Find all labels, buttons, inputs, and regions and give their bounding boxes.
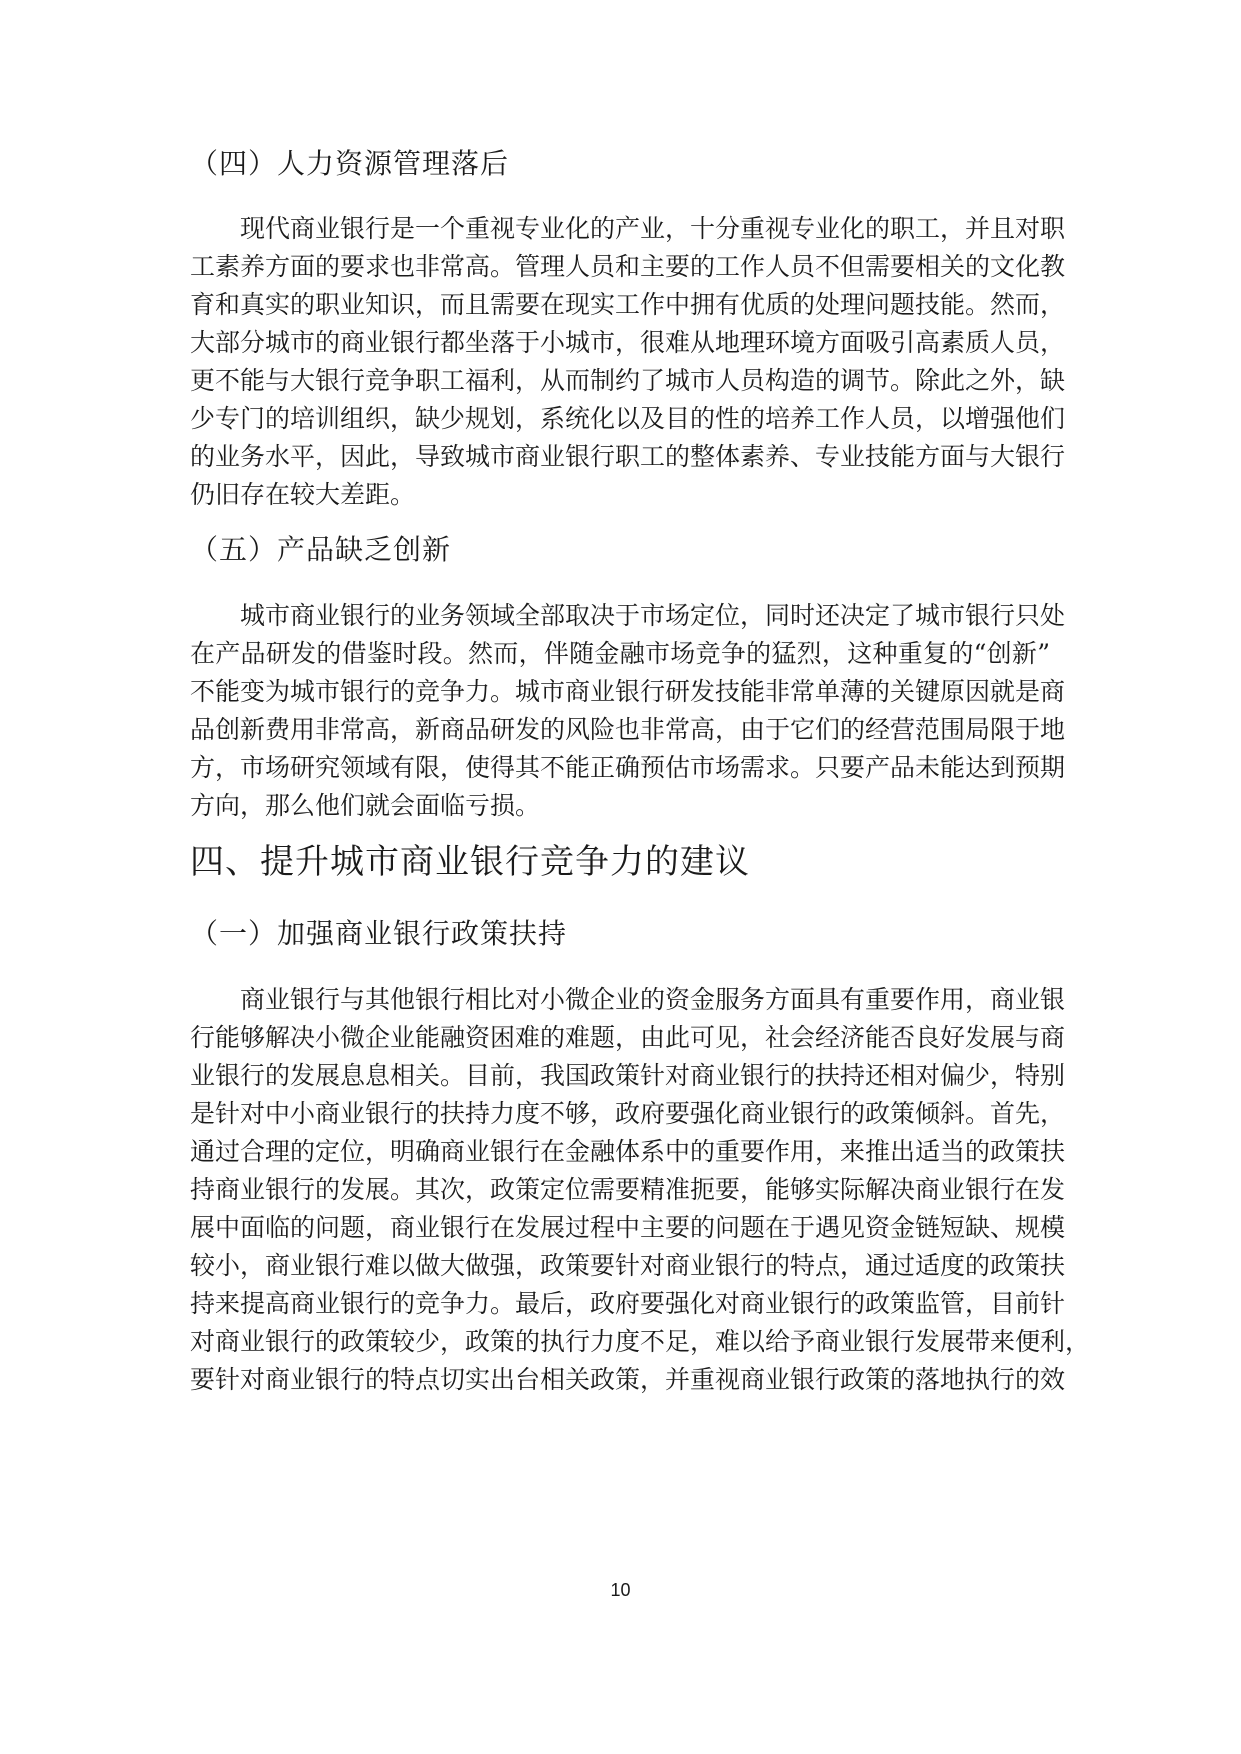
- text-line: 持商业银行的发展。其次，政策定位需要精准扼要，能够实际解决商业银行在发: [190, 1175, 1066, 1204]
- page-number: 10: [610, 1580, 631, 1600]
- text-line: 现代商业银行是一个重视专业化的产业，十分重视专业化的职工，并且对职: [240, 214, 1066, 243]
- text-line: 持来提高商业银行的竞争力。最后，政府要强化对商业银行的政策监管，目前针: [190, 1289, 1066, 1318]
- text-line: 工素养方面的要求也非常高。管理人员和主要的工作人员不但需要相关的文化教: [190, 252, 1066, 281]
- text-line: 行能够解决小微企业能融资困难的难题，由此可见，社会经济能否良好发展与商: [190, 1023, 1066, 1052]
- text-line: 大部分城市的商业银行都坐落于小城市，很难从地理环境方面吸引高素质人员，: [190, 328, 1066, 357]
- text-line: 育和真实的职业知识，而且需要在现实工作中拥有优质的处理问题技能。然而，: [190, 290, 1066, 319]
- text-line: 较小，商业银行难以做大做强，政策要针对商业银行的特点，通过适度的政策扶: [190, 1251, 1066, 1280]
- chapter-heading-suggestions: 四、提升城市商业银行竞争力的建议: [190, 842, 750, 882]
- text-line: 的业务水平，因此，导致城市商业银行职工的整体素养、专业技能方面与大银行: [190, 442, 1066, 471]
- text-line: 对商业银行的政策较少，政策的执行力度不足，难以给予商业银行发展带来便利，: [190, 1327, 1091, 1356]
- text-line: 要针对商业银行的特点切实出台相关政策，并重视商业银行政策的落地执行的效: [190, 1365, 1066, 1394]
- text-line: 方向，那么他们就会面临亏损。: [190, 791, 541, 820]
- text-line: 仍旧存在较大差距。: [190, 480, 416, 509]
- text-line: 商业银行与其他银行相比对小微企业的资金服务方面具有重要作用，商业银: [240, 985, 1066, 1014]
- section-heading-human-resources: （四）人力资源管理落后: [190, 147, 510, 180]
- text-line: 是针对中小商业银行的扶持力度不够，政府要强化商业银行的政策倾斜。首先，: [190, 1099, 1066, 1128]
- text-line: 展中面临的问题，商业银行在发展过程中主要的问题在于遇见资金链短缺、规模: [190, 1213, 1066, 1242]
- section-heading-product-innovation: （五）产品缺乏创新: [190, 533, 452, 566]
- text-line: 更不能与大银行竞争职工福利，从而制约了城市人员构造的调节。除此之外，缺: [190, 366, 1066, 395]
- text-line: 城市商业银行的业务领域全部取决于市场定位，同时还决定了城市银行只处: [240, 601, 1066, 630]
- text-line: 业银行的发展息息相关。目前，我国政策针对商业银行的扶持还相对偏少，特别: [190, 1061, 1066, 1090]
- text-line: 通过合理的定位，明确商业银行在金融体系中的重要作用，来推出适当的政策扶: [190, 1137, 1066, 1166]
- text-line: 不能变为城市银行的竞争力。城市商业银行研发技能非常单薄的关键原因就是商: [190, 677, 1066, 706]
- text-line: 品创新费用非常高，新商品研发的风险也非常高，由于它们的经营范围局限于地: [190, 715, 1066, 744]
- text-line: 方，市场研究领域有限，使得其不能正确预估市场需求。只要产品未能达到预期: [190, 753, 1066, 782]
- section-heading-policy-support: （一）加强商业银行政策扶持: [190, 917, 568, 950]
- text-line: 在产品研发的借鉴时段。然而，伴随金融市场竞争的猛烈，这种重复的“创新”: [190, 639, 1050, 668]
- text-line: 少专门的培训组织，缺少规划，系统化以及目的性的培养工作人员，以增强他们: [190, 404, 1066, 433]
